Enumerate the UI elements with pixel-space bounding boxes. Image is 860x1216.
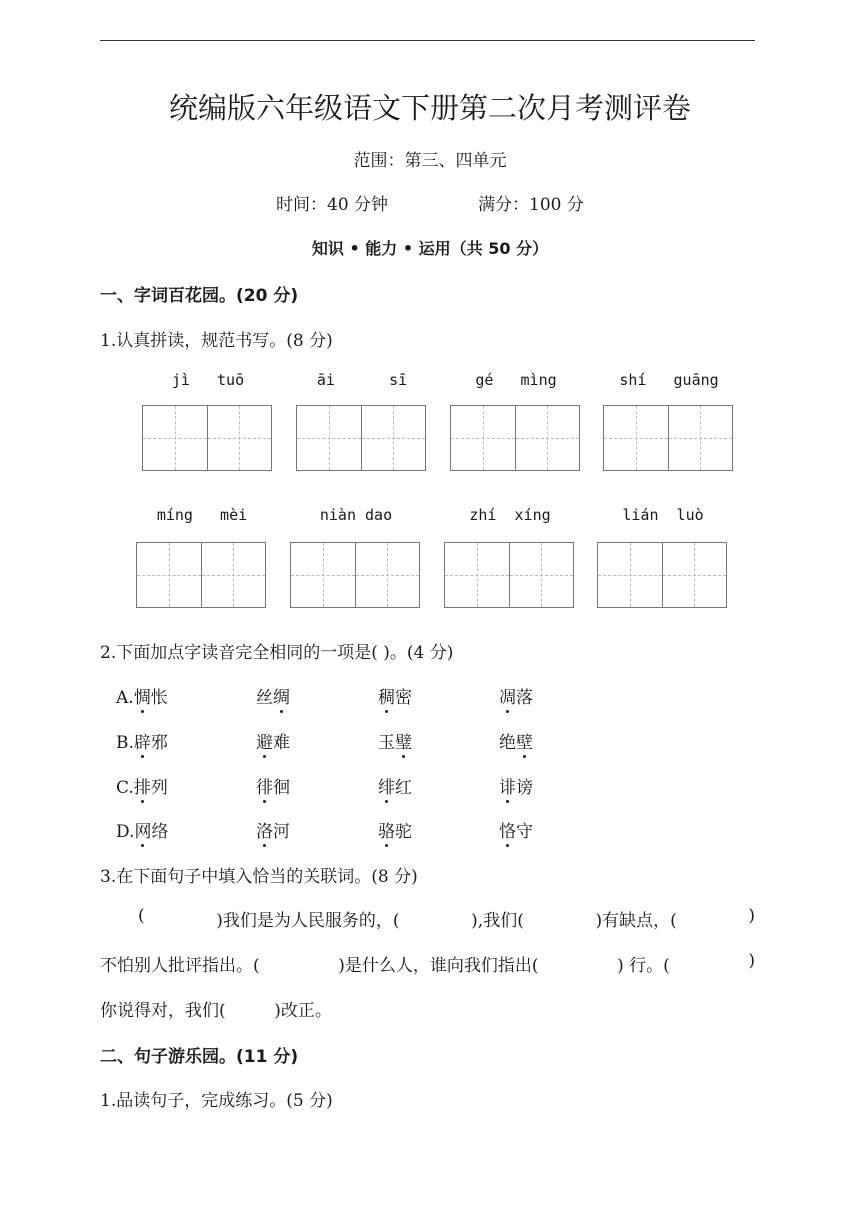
char: 密: [395, 688, 412, 708]
char: 守: [516, 822, 533, 842]
writing-grid[interactable]: [603, 405, 733, 471]
section-heading: 知识 • 能力 • 运用（共 50 分）: [311, 239, 549, 258]
option-word: [116, 683, 168, 708]
writing-grid[interactable]: [142, 405, 272, 471]
q3-prompt: 3.在下面句子中填入恰当的关联词。(8 分): [100, 867, 418, 887]
pinyin-7: zhí xíng: [469, 506, 551, 524]
char: 绝: [499, 733, 516, 753]
option-label: B.: [116, 733, 134, 753]
dotted-char: 稠: [378, 683, 395, 708]
dotted-char: 绸: [273, 683, 290, 708]
option-label: D.: [116, 822, 135, 842]
dotted-char: 网: [134, 817, 151, 842]
option-word: [378, 728, 412, 753]
q3-text: ),我们(: [471, 911, 524, 931]
q3-line-2: [100, 951, 755, 976]
option-word: [378, 683, 412, 708]
exam-range: 范围：第三、四单元: [353, 151, 507, 171]
writing-grid[interactable]: [296, 405, 426, 471]
option-word: [256, 683, 290, 708]
dotted-char: 恪: [499, 817, 516, 842]
pinyin-3: gé mìng: [475, 371, 557, 389]
dotted-char: 洛: [256, 817, 273, 842]
option-label: C.: [116, 778, 134, 798]
dotted-char: 避: [256, 728, 273, 753]
part2-q1-prompt: 1.品读句子，完成练习。(5 分): [100, 1091, 333, 1111]
writing-grid[interactable]: [450, 405, 580, 471]
q3-text: ): [748, 951, 755, 971]
pinyin-8: lián luò: [622, 506, 704, 524]
q2-prompt: 2.下面加点字读音完全相同的一项是( )。(4 分): [100, 643, 454, 663]
part1-heading: 一、字词百花园。(20 分): [100, 286, 299, 306]
q3-text: )是什么人，谁向我们指出(: [338, 956, 539, 976]
char: 丝: [256, 688, 273, 708]
q3-text: )我们是为人民服务的，(: [216, 911, 400, 931]
dotted-char: 绯: [378, 773, 395, 798]
dotted-char: 惆: [134, 683, 151, 708]
q3-text: 不怕别人批评指出。(: [100, 956, 260, 976]
page-title: 统编版六年级语文下册第二次月考测评卷: [168, 91, 691, 125]
top-rule: [100, 40, 755, 41]
dotted-char: 壁: [516, 728, 533, 753]
q3-line-1: [100, 906, 755, 931]
option-word: [116, 817, 168, 842]
pinyin-1: jì tuō: [171, 371, 245, 389]
q1-prompt: 1.认真拼读，规范书写。(8 分): [100, 331, 333, 351]
dotted-char: 璧: [395, 728, 412, 753]
char: 络: [151, 822, 169, 842]
option-word: [499, 728, 533, 753]
dotted-char: 徘: [256, 773, 273, 798]
option-word: [499, 817, 533, 842]
q3-text: )有缺点，(: [595, 911, 677, 931]
writing-grid[interactable]: [136, 542, 266, 608]
dotted-char: 辟: [134, 728, 151, 753]
option-word: [116, 728, 168, 753]
dotted-char: 诽: [499, 773, 516, 798]
q3-text: ) 行。(: [617, 956, 670, 976]
char: 列: [150, 778, 168, 798]
pinyin-5: míng mèi: [156, 506, 248, 524]
option-word: [499, 683, 533, 708]
exam-time: 时间：40 分钟: [276, 195, 389, 215]
exam-full-score: 满分：100 分: [478, 195, 584, 215]
dotted-char: 凋: [499, 683, 516, 708]
writing-grid[interactable]: [290, 542, 420, 608]
char: 河: [273, 822, 290, 842]
option-word: [256, 773, 290, 798]
option-label: A.: [116, 688, 134, 708]
char: 落: [516, 688, 533, 708]
char: 邪: [150, 733, 168, 753]
option-word: [256, 817, 290, 842]
q3-line-3: 你说得对，我们( )改正。: [100, 1001, 332, 1021]
part2-heading: 二、句子游乐园。(11 分): [100, 1047, 299, 1067]
char: 徊: [273, 778, 290, 798]
q3-text: (: [138, 906, 145, 926]
dotted-char: 排: [134, 773, 151, 798]
option-word: [378, 817, 412, 842]
q3-text: ): [748, 906, 755, 926]
option-word: [256, 728, 290, 753]
char: 红: [395, 778, 412, 798]
char: 驼: [395, 822, 412, 842]
option-word: [116, 773, 168, 798]
writing-grid[interactable]: [597, 542, 727, 608]
char: 玉: [378, 733, 395, 753]
dotted-char: 骆: [378, 817, 395, 842]
char: 谤: [516, 778, 533, 798]
pinyin-6: niàn dao: [319, 506, 393, 524]
option-word: [499, 773, 533, 798]
option-word: [378, 773, 412, 798]
char: 怅: [150, 688, 168, 708]
writing-grid[interactable]: [444, 542, 574, 608]
char: 难: [273, 733, 290, 753]
pinyin-2: āi sī: [316, 371, 408, 389]
pinyin-4: shí guāng: [619, 371, 719, 389]
